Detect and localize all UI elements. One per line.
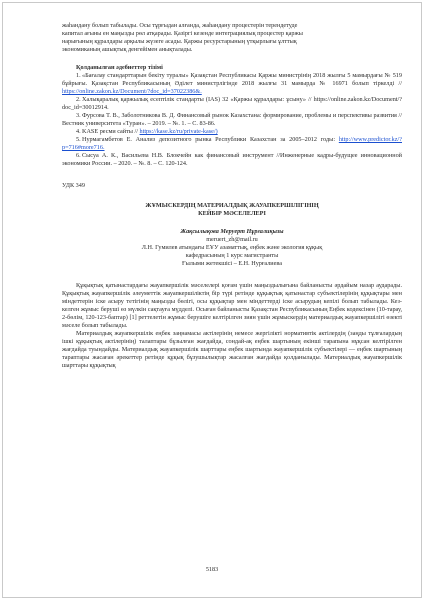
reference-link[interactable]: https://kase.kz/ru/private-kase/) bbox=[139, 128, 218, 135]
reference-link[interactable]: https://online.zakon.kz/Document/?doc_id=37022386&. bbox=[62, 88, 202, 95]
body-paragraph: Құқықтық қатынастардағы жауапкершілік мәселелері қоғам үшін маңыздылығына байланысты әрдайым назар аударады. Құқықтық жауапкершілік әлеуметтік жауапкершіліктің бір түрі ретінде құқықтық қатынастар субъектілерінің құқықтары мен міндеттерін іске асыру тетігінің маңызды бөлігі, осы құқықтар мен міндеттерді іске асырудың кепілі болып табылады. Кез-келген жұмыс беруші өз мүлкін сақтауға мүдделі. Осыған байланысты Қазақстан Республикасының Еңбек кодексінен (10-тарау, 2-бөлім, 120-123-баптар) [1] реттелетін жұмыс берушіге келтірілген зиян үшін жұмыскердің материалдық жауапкершілігі өзекті мәселе болып табылады. bbox=[62, 282, 402, 329]
udk-code: УДК 349 bbox=[62, 182, 85, 189]
author-affiliation: Л.Н. Гумилев атындағы ЕҰУ азаматтық, еңбек және экология құқық bbox=[141, 244, 323, 251]
intro-line: жаһандану болып табылады. Осы тұрғыдан алғанда, жаһандану процестерін терендетуде bbox=[62, 22, 298, 29]
reference-item: 4.KASE ресми сайты // https://kase.kz/ru/private-kase/) bbox=[76, 128, 218, 135]
references-list bbox=[62, 72, 402, 168]
advisor: Ғылыми жетекшісі – Е.Н. Нурғалиева bbox=[182, 260, 282, 267]
reference-link[interactable]: http://www.predictor.kz/?p=716#more716. bbox=[62, 136, 402, 151]
reference-item: 1.«Бағалау стандарттарын бекіту туралы» Қазақстан Республикасы Қаржы министрінің 2018 жылғы 5 мамырдағы № 519 бұйрығы. Қазақстан Республикасының Әділет министрлігінде 2018 жылғы 31 мамырда № 16971 болып тіркелді // https://online.zakon.kz/Document/?doc_id=37022386&. bbox=[62, 72, 402, 95]
intro-line: капитал ағыны ен маңызды рөл атқарады. Қазіргі кезенде интеграциялық процестер қаржы bbox=[62, 30, 303, 37]
body-paragraph: Материалдық жауапкершілік еңбек заңнамасы актілерінің немесе жергілікті нормативтік актілердің (заңды тұлғалардың ішкі құқықтық актілерінің) талаптары бұзылған жағдайда, сондай-ақ еңбек шартының екінші тарапына нұқсан келтірілген жағдайда туындайды. Материалдық жауапкершілік шарттары еңбек шартында жауапкершілік субъектілері — еңбек шартының тараптары жасаған әрекеттер ретінде құқық бұзушылықтар жасалған жағдайда қолданылады. Материалдық жауапкершілік шарттары құқықтық bbox=[62, 330, 402, 369]
intro-line: экономиканың ашықтық денгейімен анықталады. bbox=[62, 46, 193, 53]
reference-item: 3.Фурсова Т. В., Заболотникова В. Д. Финансовый рынок Казахстана: формирование, проблемы и перспективы развития //Вестник университета «Туран». – 2019. – №. 1. – С. 83-86. bbox=[62, 112, 402, 127]
intro-line: нарығының құралдары арқылы жүзеге асады. Қаржы ресурстарының үтқырлығы ұлттық bbox=[62, 38, 297, 45]
reference-item: 2.Халықаралық қаржылық есептілік стандарты (IAS) 32 «Қаржы құралдары: ұсыну» // https://online.zakon.kz/Document/?doc_id=30012914. bbox=[62, 96, 402, 111]
author-email: meruert_zh@mail.ru bbox=[206, 236, 258, 243]
reference-item: 5.Нурмагамбетов Е. Анализ депозитного рынка Республики Казахстан за 2005–2012 годы: http://www.predictor.kz/?p=716#more716. bbox=[62, 136, 402, 151]
article-title: ЖҰМЫСКЕРДІҢ МАТЕРИАЛДЫҚ ЖАУАПКЕРШІЛІГІНІҢ КЕЙБІР МӘСЕЛЕЛЕРІ bbox=[145, 202, 319, 217]
author-name: Жақсылықова Меруерт Нұрғалиқызы bbox=[180, 228, 284, 235]
intro-paragraph bbox=[62, 22, 402, 54]
references-heading: Қолданылған әдебиеттер тізімі bbox=[76, 64, 163, 71]
author-affiliation-2: кафедрасының 1 курс магистранты bbox=[185, 252, 279, 259]
page-number: 5183 bbox=[205, 566, 219, 573]
reference-item: 6.Сысуа А. К., Васильева Н.В. Блокчейн как финансовый инструмент //Инженерные кадры-будущее инновационной экономики России. – 2020. – №. 8. – С. 120-124. bbox=[62, 152, 402, 167]
